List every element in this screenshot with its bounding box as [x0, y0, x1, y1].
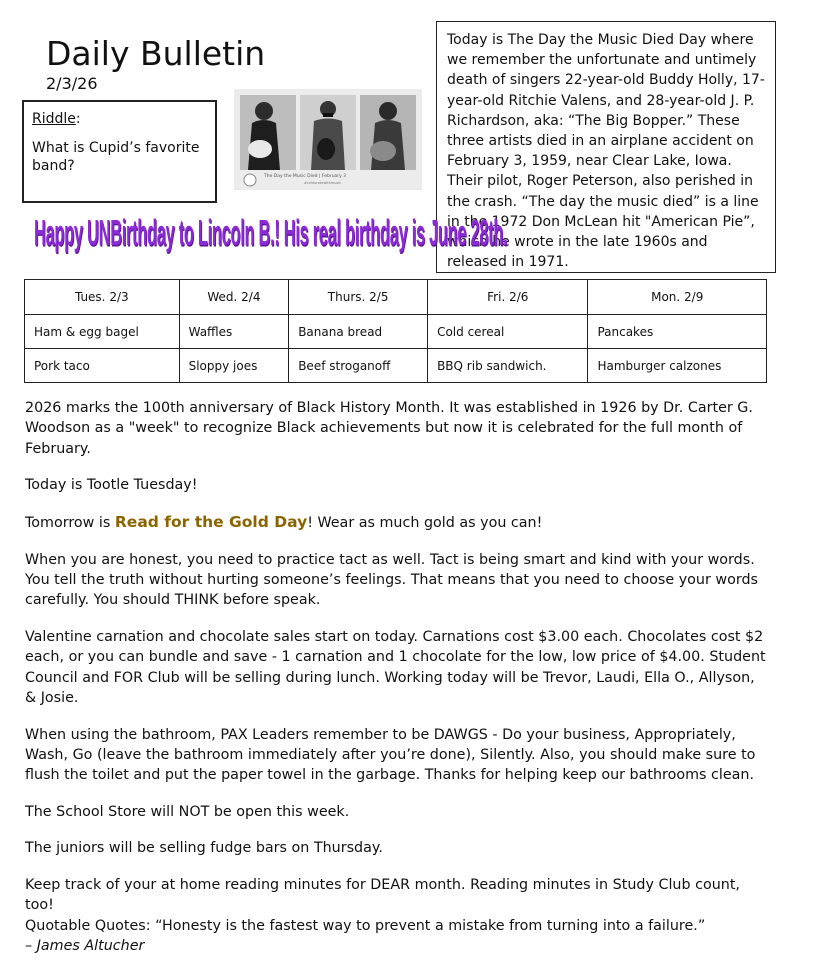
- bulletin-title: Daily Bulletin: [46, 34, 266, 73]
- music-died-box: Today is The Day the Music Died Day where we remember the unfortunate and untimely death of singers 22-year-old Buddy Holly, 17-year-old Ritchie Valens, and 28-year-old J. P. Richardson, aka: “The Big Bopper.” These three artists died in an airplane accident on February 3, 1959, near Clear Lake, Iowa. Their pilot, Roger Peterson, also perished in the crash. “The day the music died” is a line in the 1972 Don McLean hit "American Pie”, which he wrote in the late 1960s and released in 1971.: [436, 21, 776, 273]
- menu-day: Tues. 2/3: [25, 280, 180, 315]
- menu-day: Wed. 2/4: [179, 280, 289, 315]
- unbirthday-wordart: Happy UNBirthday to Lincoln B.! His real birthday is June 28th.: [34, 213, 508, 254]
- menu-cell: Waffles: [179, 315, 289, 349]
- riddle-colon: :: [75, 111, 81, 127]
- musicians-photo: [234, 89, 422, 190]
- black-history-announcement: 2026 marks the 100th anniversary of Black History Month. It was established in 1926 by Dr. Carter G. Woodson as a "week" to recognize Black achievements but now it is celebrated for the full month of February.: [25, 400, 753, 457]
- menu-cell: Ham & egg bagel: [25, 315, 180, 349]
- photo-hashtag: #celebratewithmusic: [304, 181, 342, 185]
- tootle-announcement: Today is Tootle Tuesday!: [25, 477, 198, 494]
- quote-author: – James Altucher: [25, 938, 145, 955]
- menu-cell: Cold cereal: [428, 315, 588, 349]
- menu-day: Mon. 2/9: [588, 280, 767, 315]
- bulletin-date: 2/3/26: [46, 74, 98, 93]
- announcements: [25, 398, 770, 956]
- gold-day-highlight: Read for the Gold Day: [114, 512, 308, 531]
- quote-text: Quotable Quotes: “Honesty is the fastest way to prevent a mistake from turning into a failure.”: [25, 917, 706, 934]
- honesty-announcement: When you are honest, you need to practice tact as well. Tact is being smart and kind with your words. You tell the truth without hurting someone’s feelings. That means that you need to choose your words carefully. You should THINK before speak.: [25, 551, 758, 609]
- menu-breakfast-row: [25, 315, 767, 349]
- bathroom-announcement: When using the bathroom, PAX Leaders remember to be DAWGS - Do your business, Appropriately, Wash, Go (leave the bathroom immediately after you’re done), Silently. Also, you should make sure to flush the toilet and put the paper towel in the garbage. Thanks for helping keep our bathrooms clean.: [25, 726, 756, 784]
- gold-day-prefix: Tomorrow is: [25, 514, 115, 531]
- photo-caption: The Day the Music Died | February 3: [264, 174, 347, 179]
- fudge-announcement: The juniors will be selling fudge bars on Thursday.: [25, 840, 383, 857]
- gold-day-announcement: [25, 512, 770, 533]
- menu-day: Thurs. 2/5: [289, 280, 428, 315]
- menu-cell: BBQ rib sandwich.: [428, 349, 588, 383]
- gold-day-suffix: ! Wear as much gold as you can!: [307, 514, 543, 531]
- menu-day: Fri. 2/6: [428, 280, 588, 315]
- menu-cell: Pancakes: [588, 315, 767, 349]
- menu-cell: Beef stroganoff: [289, 349, 428, 383]
- valentine-announcement: Valentine carnation and chocolate sales start on today. Carnations cost $3.00 each. Chocolates cost $2 each, or you can bundle and save - 1 carnation and 1 chocolate for the low, low price of $4.00. Student Council and FOR Club will be selling during lunch. Working today will be Trevor, Laudi, Ella O., Allyson, & Josie.: [25, 628, 766, 706]
- menu-days-row: [25, 280, 767, 315]
- menu-cell: Sloppy joes: [179, 349, 289, 383]
- store-announcement: The School Store will NOT be open this week.: [25, 803, 350, 820]
- musicians-photo-image: [234, 89, 422, 190]
- menu-cell: Banana bread: [289, 315, 428, 349]
- menu-cell: Hamburger calzones: [588, 349, 767, 383]
- riddle-heading: [32, 110, 207, 128]
- riddle-label: Riddle: [32, 111, 76, 127]
- menu-lunch-row: [25, 349, 767, 383]
- riddle-question: What is Cupid’s favorite band?: [32, 140, 200, 174]
- reading-announcement: Keep track of your at home reading minutes for DEAR month. Reading minutes in Study Club count, too!: [25, 877, 740, 914]
- lunch-menu-table: [24, 279, 767, 383]
- riddle-box: [22, 100, 217, 203]
- menu-cell: Pork taco: [25, 349, 180, 383]
